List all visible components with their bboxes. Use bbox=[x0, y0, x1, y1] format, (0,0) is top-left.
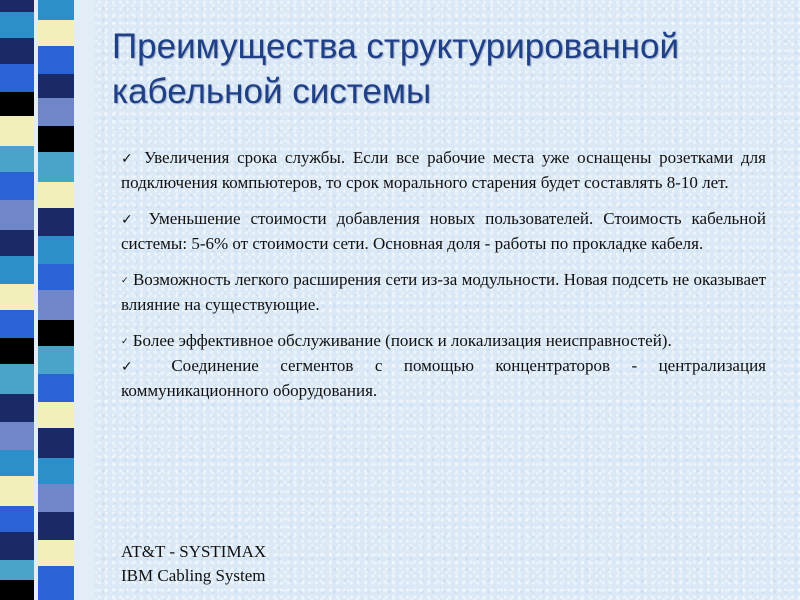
stripe-cell bbox=[0, 12, 34, 38]
stripe-cell bbox=[0, 230, 34, 256]
checkmark-icon: ✓ bbox=[121, 276, 129, 286]
stripe-cell bbox=[0, 580, 34, 600]
footer-line-1: AT&T - SYSTIMAX bbox=[121, 542, 267, 561]
stripe-cell bbox=[0, 338, 34, 364]
stripe-cell bbox=[0, 476, 34, 506]
stripe-cell bbox=[38, 458, 74, 484]
stripe-cell bbox=[0, 364, 34, 394]
bullet-item bbox=[121, 207, 766, 256]
stripe-cell bbox=[38, 320, 74, 346]
stripe-cell bbox=[0, 560, 34, 580]
stripe-cell bbox=[0, 532, 34, 560]
stripe-cell bbox=[38, 512, 74, 540]
stripe-cell bbox=[0, 310, 34, 338]
stripe-cell bbox=[38, 346, 74, 374]
stripe-cell bbox=[0, 422, 34, 450]
slide-title bbox=[112, 24, 792, 114]
bullet-text: Уменьшение стоимости добавления новых пользователей. Стоимость кабельной системы: 5-6% от стоимости сети. Основная доля - работы по прокладке кабеля. bbox=[121, 209, 767, 253]
checkmark-icon: ✓ bbox=[121, 212, 139, 228]
stripe-column-right bbox=[38, 0, 74, 600]
bullet-item bbox=[121, 146, 766, 195]
stripe-cell bbox=[0, 394, 34, 422]
stripe-cell bbox=[38, 20, 74, 46]
stripe-cell bbox=[38, 182, 74, 208]
stripe-cell bbox=[0, 64, 34, 92]
stripe-cell bbox=[38, 374, 74, 402]
stripe-cell bbox=[38, 428, 74, 458]
stripe-cell bbox=[38, 46, 74, 74]
stripe-cell bbox=[38, 152, 74, 182]
footer-note bbox=[121, 540, 266, 588]
stripe-cell bbox=[0, 256, 34, 284]
stripe-cell bbox=[38, 208, 74, 236]
stripe-cell bbox=[38, 402, 74, 428]
checkmark-icon: ✓ bbox=[121, 359, 150, 375]
bullet-text: Возможность легкого расширения сети из-за модульности. Новая подсеть не оказывает влияние на существующие. bbox=[121, 270, 767, 314]
stripe-cell bbox=[38, 236, 74, 264]
stripe-cell bbox=[38, 264, 74, 290]
bullet-list bbox=[121, 146, 766, 403]
stripe-cell bbox=[0, 92, 34, 116]
bullet-text: Увеличения срока службы. Если все рабочие места уже оснащены розетками для подключения компьютеров, то срок морального старения будет составлять 8-10 лет. bbox=[121, 148, 766, 192]
stripe-cell bbox=[38, 98, 74, 126]
stripe-column-left bbox=[0, 0, 34, 600]
stripe-cell bbox=[0, 0, 34, 12]
stripe-cell bbox=[38, 290, 74, 320]
stripe-cell bbox=[0, 146, 34, 172]
stripe-cell bbox=[0, 172, 34, 200]
stripe-cell bbox=[38, 566, 74, 600]
stripe-cell bbox=[0, 116, 34, 146]
bullet-text: Соединение сегментов с помощью концентраторов - централизация коммуникационного оборудования. bbox=[121, 356, 766, 400]
stripe-cell bbox=[0, 38, 34, 64]
slide-title-line-2: кабельной системы bbox=[112, 72, 432, 111]
stripe-cell bbox=[0, 506, 34, 532]
checkmark-icon: ✓ bbox=[121, 151, 137, 167]
footer-line-2: IBM Cabling System bbox=[121, 566, 266, 585]
stripe-cell bbox=[0, 450, 34, 476]
checkmark-icon: ✓ bbox=[121, 337, 129, 347]
stripe-cell bbox=[0, 284, 34, 310]
stripe-cell bbox=[0, 200, 34, 230]
bullet-text: Более эффективное обслуживание (поиск и локализация неисправностей). bbox=[132, 331, 672, 350]
stripe-cell bbox=[38, 484, 74, 512]
bullet-item bbox=[121, 354, 766, 403]
bullet-item bbox=[121, 268, 766, 317]
stripe-cell bbox=[38, 0, 74, 20]
stripe-cell bbox=[38, 126, 74, 152]
stripe-cell bbox=[38, 540, 74, 566]
bullet-item bbox=[121, 329, 766, 354]
slide-title-line-1: Преимущества структурированной bbox=[112, 27, 680, 66]
stripe-cell bbox=[38, 74, 74, 98]
decorative-stripe-bar bbox=[0, 0, 94, 600]
